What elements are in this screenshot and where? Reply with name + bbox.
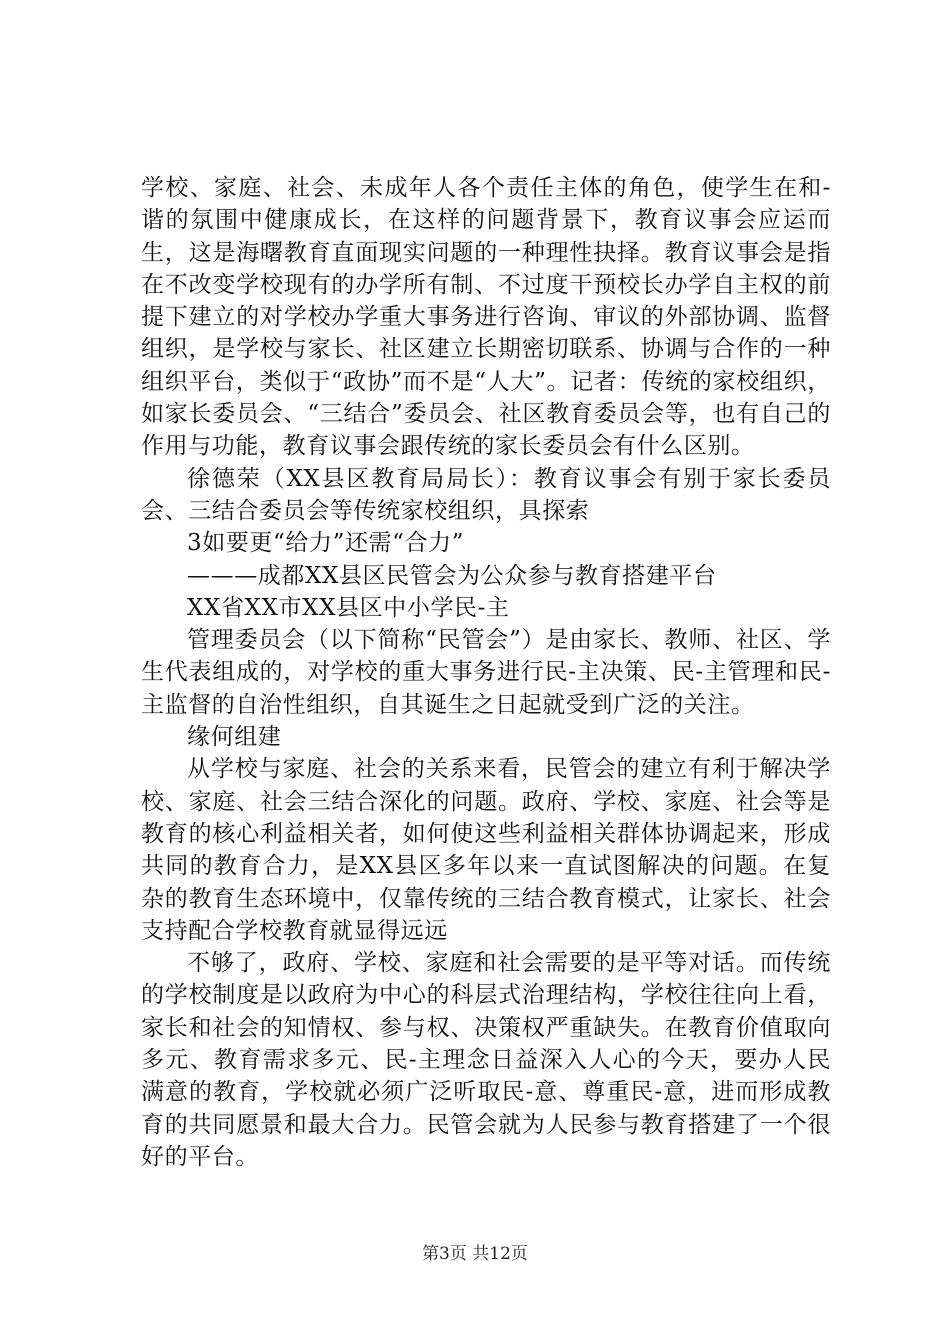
paragraph-definition: 管理委员会（以下简称“民管会”）是由家长、教师、社区、学生代表组成的，对学校的重大事务进行民-主决策、民-主管理和民-主监督的自治性组织，自其诞生之日起就受到广泛的关注。	[141, 627, 831, 718]
section-heading: 缘何组建	[187, 724, 282, 751]
article-heading: 3如要更“给力”还需“合力”	[187, 530, 465, 557]
paragraph-intro-continuation: 学校、家庭、社会、未成年人各个责任主体的角色，使学生在和-谐的氛围中健康成长，在这样的问题背景下，教育议事会应运而生，这是海曙教育直面现实问题的一种理性抉择。教育议事会是指在不改变学校现有的办学所有制、不过度干预校长办学自主权的前提下建立的对学校办学重大事务进行咨询、审议的外部协调、监督组织，是学校与家长、社区建立长期密切联系、协调与合作的一种组织平台，类似于“政协”而不是“人大”。记者：传统的家校组织，如家长委员会、“三结合”委员会、社区教育委员会等，也有自己的作用与功能，教育议事会跟传统的家长委员会有什么区别。	[141, 175, 831, 460]
document-body	[141, 172, 831, 1173]
paragraph-reason-part1: 从学校与家庭、社会的关系来看，民管会的建立有利于解决学校、家庭、社会三结合深化的问题。政府、学校、家庭、社会等是教育的核心利益相关者，如何使这些利益相关群体协调起来，形成共同的教育合力，是XX县区多年以来一直试图解决的问题。在复杂的教育生态环境中，仅靠传统的三结合教育模式，让家长、社会支持配合学校教育就显得远远	[141, 756, 831, 944]
page-number-footer: 第3页 共12页	[422, 1244, 528, 1264]
paragraph-reason-part2: 不够了，政府、学校、家庭和社会需要的是平等对话。而传统的学校制度是以政府为中心的科层式治理结构，学校往往向上看，家长和社会的知情权、参与权、决策权严重缺失。在教育价值取向多元、教育需求多元、民-主理念日益深入人心的今天，要办人民满意的教育，学校就必须广泛听取民-意、尊重民-意，进而形成教育的共同愿景和最大合力。民管会就为人民参与教育搭建了一个很好的平台。	[141, 950, 831, 1170]
article-source-line: XX省XX市XX县区中小学民-主	[187, 594, 510, 621]
article-subheading: ———成都XX县区民管会为公众参与教育搭建平台	[187, 562, 717, 589]
paragraph-interview-answer: 徐德荣（XX县区教育局局长）：教育议事会有别于家长委员会、三结合委员会等传统家校组织，具探索	[141, 465, 831, 524]
